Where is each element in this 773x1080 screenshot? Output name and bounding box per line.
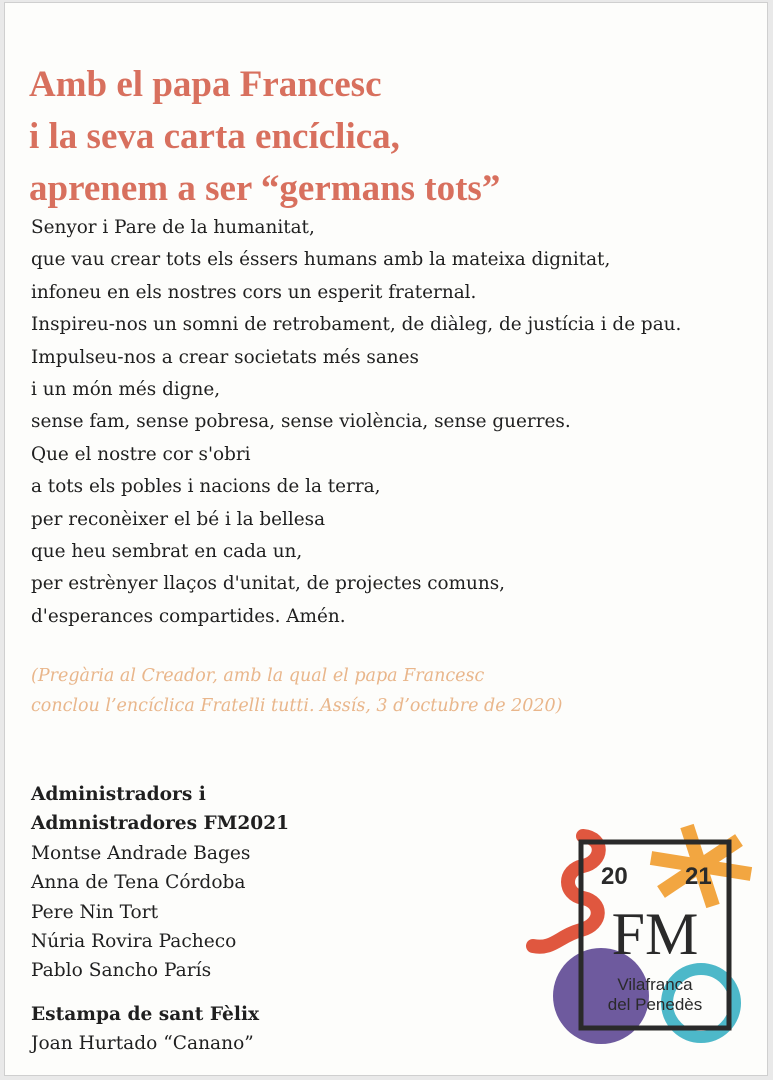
prayer-caption	[31, 661, 751, 721]
prayer-line: i un món més digne,	[31, 379, 221, 401]
admin-name: Pere Nin Tort	[31, 901, 159, 923]
prayer-line: per reconèixer el bé i la bellesa	[31, 508, 326, 530]
card-title	[29, 59, 749, 215]
prayer-line: que heu sembrat en cada un,	[31, 541, 303, 563]
prayer-text	[31, 212, 761, 633]
caption-line: (Pregària al Creador, amb la qual el papa Francesc	[31, 666, 485, 686]
spacer	[31, 986, 491, 1000]
credits-block	[31, 780, 491, 1059]
logo-town-line-2: del Penedès	[607, 995, 703, 1014]
title-line-1: Amb el papa Francesc	[29, 64, 382, 105]
prayer-line: Que el nostre cor s'obri	[31, 443, 251, 465]
admin-name: Anna de Tena Córdoba	[31, 872, 246, 894]
fm2021-logo-icon	[523, 818, 763, 1058]
prayer-line: Inspireu-nos un somni de retrobament, de diàleg, de justícia i de pau.	[31, 314, 682, 336]
stamp-heading: Estampa de sant Fèlix	[31, 1003, 260, 1025]
stamp-author: Joan Hurtado “Canano”	[31, 1033, 254, 1055]
admins-heading: Admnistradores FM2021	[31, 813, 290, 835]
prayer-card	[4, 2, 768, 1076]
prayer-line: sense fam, sense pobresa, sense violència, sense guerres.	[31, 411, 571, 433]
logo-town-line-1: Vilafranca	[617, 975, 693, 994]
prayer-line: a tots els pobles i nacions de la terra,	[31, 476, 381, 498]
title-line-3: aprenem a ser “germans tots”	[29, 168, 501, 209]
prayer-line: Senyor i Pare de la humanitat,	[31, 217, 315, 238]
prayer-line: Impulseu-nos a crear societats més sanes	[31, 346, 419, 368]
caption-line: conclou l’encíclica Fratelli tutti. Assís, 3 d’octubre de 2020)	[31, 696, 563, 716]
title-line-2: i la seva carta encíclica,	[29, 116, 400, 157]
prayer-line: que vau crear tots els éssers humans amb la mateixa dignitat,	[31, 249, 611, 271]
prayer-line: infoneu en els nostres cors un esperit fraternal.	[31, 281, 477, 303]
admins-heading: Administradors i	[31, 784, 206, 805]
prayer-line: d'esperances compartides. Amén.	[31, 605, 346, 627]
prayer-line: per estrènyer llaços d'unitat, de projectes comuns,	[31, 573, 506, 595]
logo-red-wave	[533, 836, 599, 947]
logo-initials: FM	[611, 901, 699, 967]
logo-year-right: 21	[685, 863, 712, 890]
admin-name: Núria Rovira Pacheco	[31, 931, 237, 953]
admin-name: Montse Andrade Bages	[31, 842, 251, 864]
admin-name: Pablo Sancho París	[31, 960, 212, 982]
logo-year-left: 20	[601, 863, 628, 890]
